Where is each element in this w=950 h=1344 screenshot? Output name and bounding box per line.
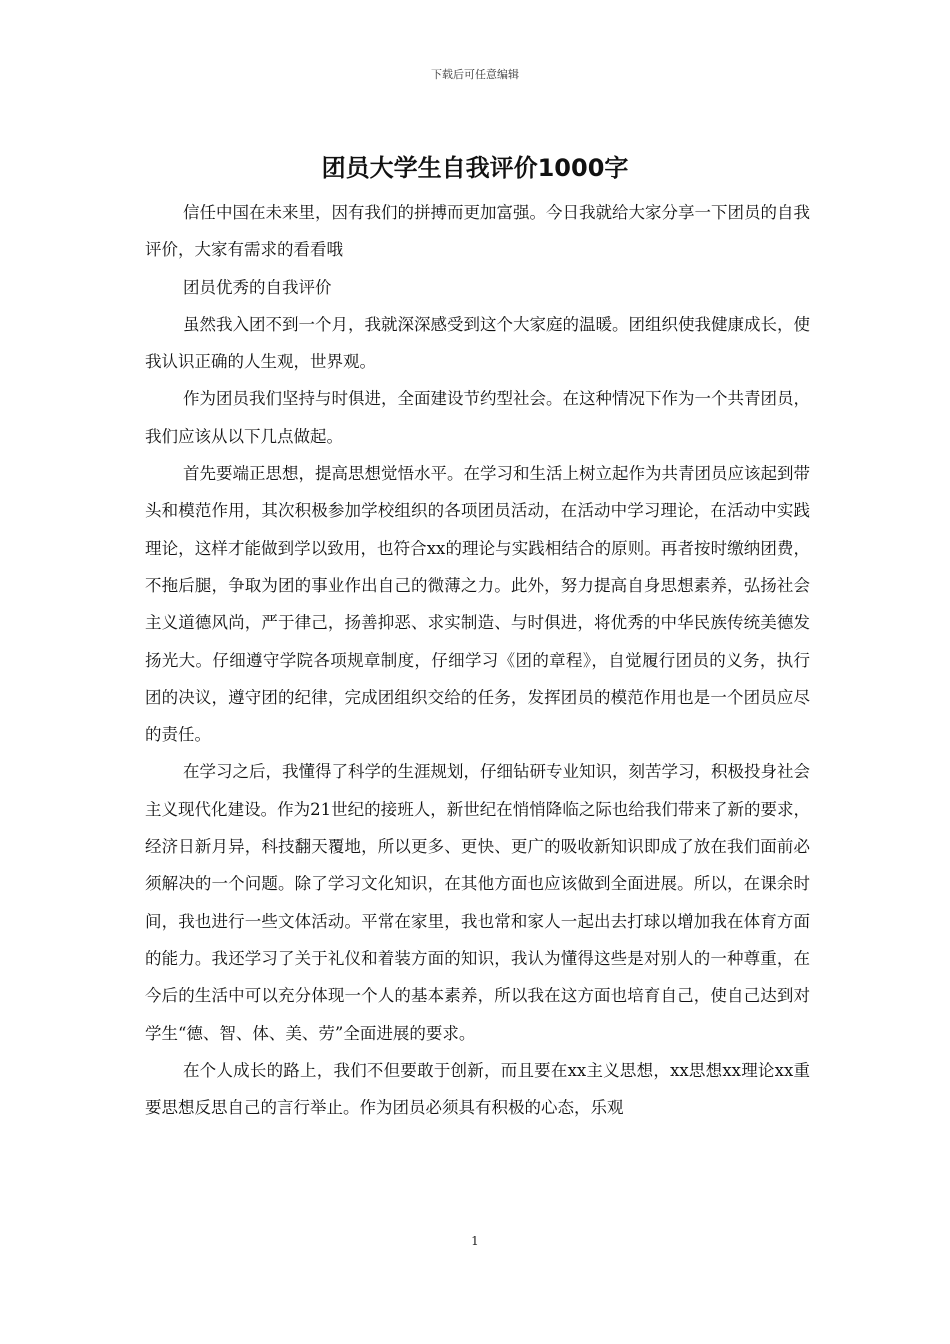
paragraph: 作为团员我们坚持与时俱进，全面建设节约型社会。在这种情况下作为一个共青团员，我们应该从以下几点做起。 <box>145 389 810 446</box>
header-note: 下载后可任意编辑 <box>431 68 519 81</box>
paragraph: 在个人成长的路上，我们不但要敢于创新，而且要在xx主义思想，xx思想xx理论xx重要思想反思自己的言行举止。作为团员必须具有积极的心态，乐观 <box>145 1060 810 1118</box>
document-title: 团员大学生自我评价1000字 <box>321 154 629 182</box>
document-body <box>145 194 810 1126</box>
paragraph: 虽然我入团不到一个月，我就深深感受到这个大家庭的温暖。团组织使我健康成长，使我认识正确的人生观，世界观。 <box>145 314 810 372</box>
paragraph: 在学习之后，我懂得了科学的生涯规划，仔细钻研专业知识，刻苦学习，积极投身社会主义现代化建设。作为21世纪的接班人，新世纪在悄悄降临之际也给我们带来了新的要求，经济日新月异，科技翻天覆地，所以更多、更快、更广的吸收新知识即成了放在我们面前必须解决的一个问题。除了学习文化知识，在其他方面也应该做到全面进展。所以，在课余时间，我也进行一些文体活动。平常在家里，我也常和家人一起出去打球以增加我在体育方面的能力。我还学习了关于礼仪和着装方面的知识，我认为懂得这些是对别人的一种尊重，在今后的生活中可以充分体现一个人的基本素养，所以我在这方面也培育自己，使自己达到对学生“德、智、体、美、劳”全面进展的要求。 <box>145 762 810 1043</box>
page-number: 1 <box>471 1234 479 1248</box>
paragraph-intro: 信任中国在未来里，因有我们的拼搏而更加富强。今日我就给大家分享一下团员的自我评价，大家有需求的看看哦 <box>145 203 810 260</box>
paragraph: 首先要端正思想，提高思想觉悟水平。在学习和生活上树立起作为共青团员应该起到带头和模范作用，其次积极参加学校组织的各项团员活动，在活动中学习理论，在活动中实践理论，这样才能做到学以致用，也符合xx的理论与实践相结合的原则。再者按时缴纳团费，不拖后腿，争取为团的事业作出自己的微薄之力。此外，努力提高自身思想素养，弘扬社会主义道德风尚，严于律己，扬善抑恶、求实制造、与时俱进，将优秀的中华民族传统美德发扬光大。仔细遵守学院各项规章制度，仔细学习《团的章程》，自觉履行团员的义务，执行团的决议，遵守团的纪律，完成团组织交给的任务，发挥团员的模范作用也是一个团员应尽的责任。 <box>145 464 810 745</box>
section-heading: 团员优秀的自我评价 <box>182 277 332 297</box>
